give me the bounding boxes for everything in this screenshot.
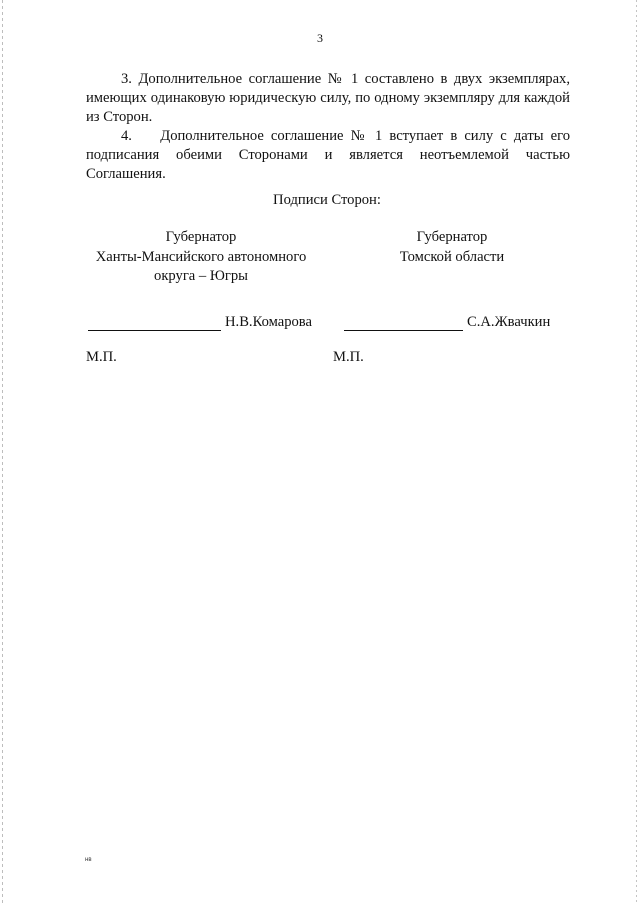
scan-edge-left (2, 0, 3, 905)
party-left-line-3: округа – Югры (154, 268, 248, 284)
agreement-clauses (86, 70, 574, 184)
signature-line-left (88, 314, 312, 331)
signatory-name-left: Н.В.Комарова (225, 314, 312, 330)
signature-underline-right (344, 315, 463, 331)
signature-underline-left (88, 315, 221, 331)
party-right-line-2: Томской области (399, 248, 505, 265)
party-right-title (352, 228, 552, 267)
party-right-line-1: Губернатор (416, 229, 488, 245)
party-left-title (88, 228, 314, 287)
clause-3: 3. Дополнительное соглашение № 1 составлено в двух экземплярах, имеющих одинаковую юридическую силу, по одному экземпляру для каждой из Сторон. (86, 71, 570, 125)
signatory-name-right: С.А.Жвачкин (467, 314, 551, 330)
party-left-line-2: Ханты-Мансийского автономного (95, 248, 307, 265)
seal-placeholder-right: М.П. (333, 349, 364, 365)
scan-edge-right (636, 0, 637, 905)
footer-code: нв (85, 857, 92, 863)
party-left-line-1: Губернатор (165, 229, 237, 245)
clause-4: 4. Дополнительное соглашение № 1 вступает в силу с даты его подписания обеими Сторонами и является неотъемлемой частью Соглашения. (86, 128, 574, 182)
signatures-title: Подписи Сторон: (273, 192, 381, 208)
page-number: 3 (317, 31, 323, 45)
signature-line-right (344, 314, 550, 331)
seal-placeholder-left: М.П. (86, 349, 117, 365)
